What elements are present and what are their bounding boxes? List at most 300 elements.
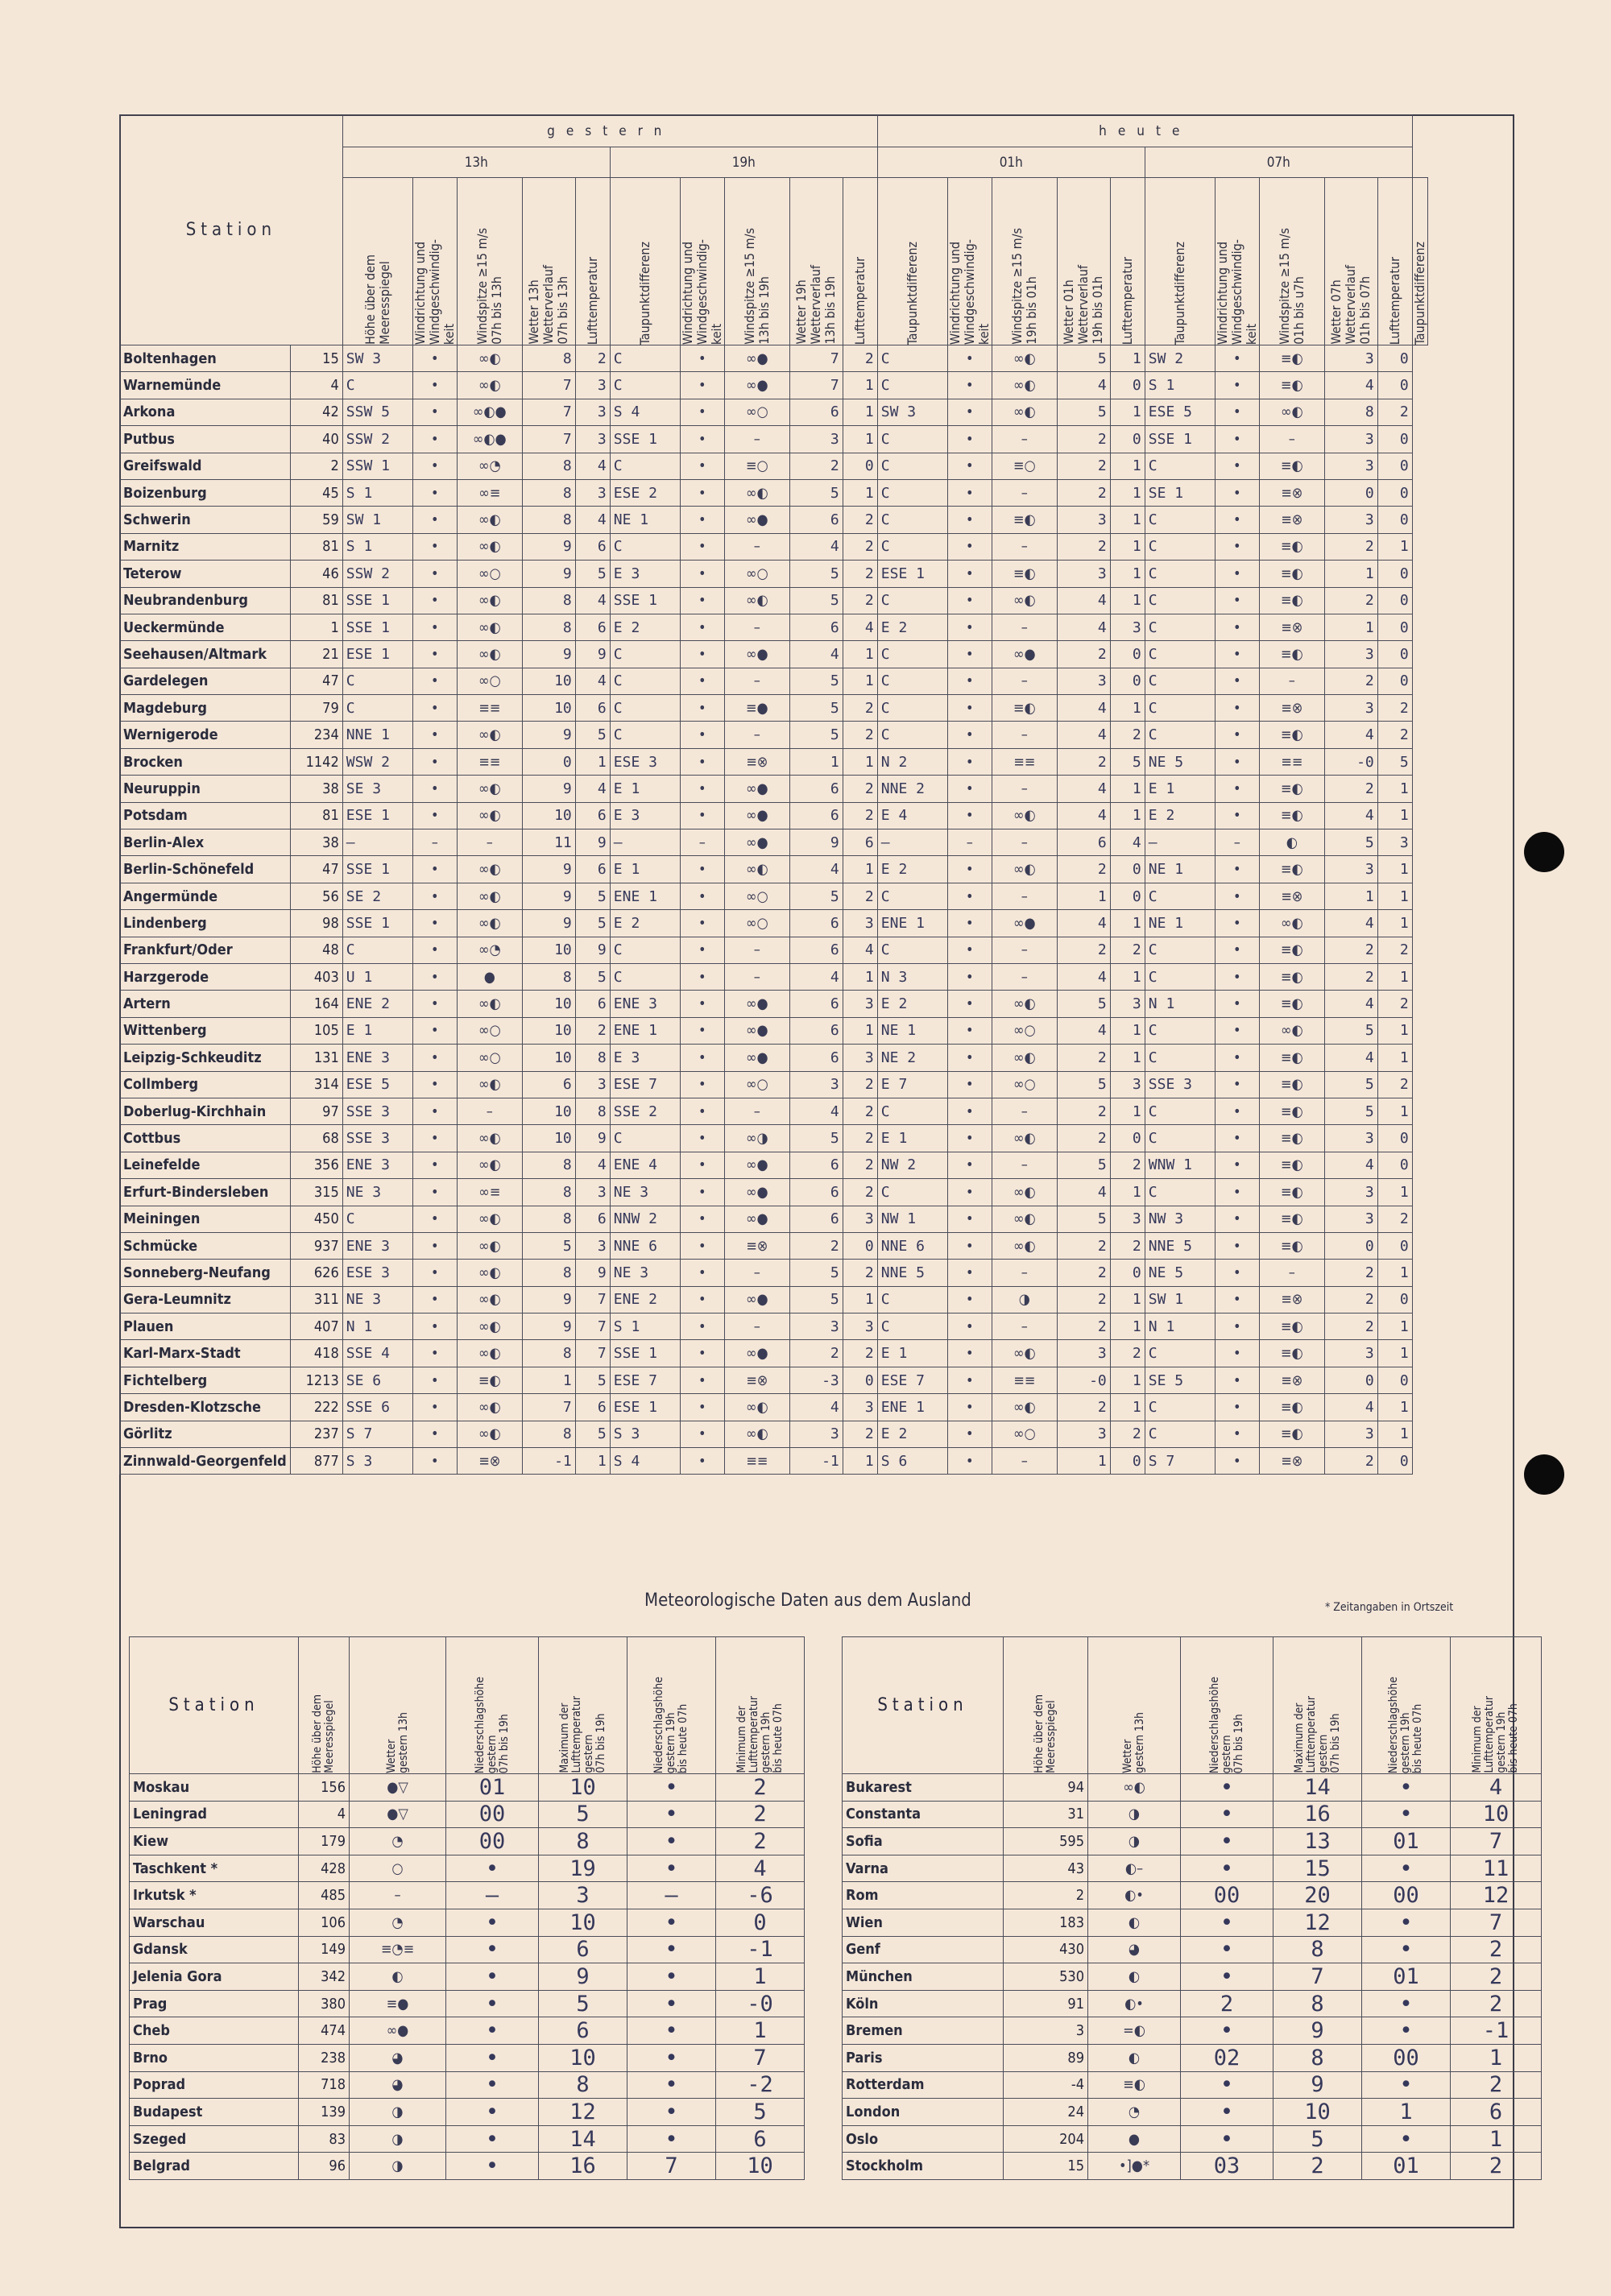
data-cell: • [947, 1394, 992, 1421]
station-name: Warnemünde [120, 372, 291, 399]
foreign-data-cell: • [627, 2099, 716, 2126]
foreign-header-max: Maximum der Lufttemperatur gestern 07h bis 19h [1273, 1637, 1362, 1774]
column-header-wetter07: Wetter 07h Wetterverlauf 01h bis 07h [1324, 178, 1377, 345]
data-cell: 2 [1057, 641, 1110, 668]
foreign-header-nied1: Niederschlagshöhe gestern 07h bis 19h [1181, 1637, 1273, 1774]
data-cell: 8 [522, 1152, 575, 1178]
foreign-data-cell: • [1181, 1936, 1273, 1963]
data-cell: NNE 5 [877, 1260, 947, 1286]
data-cell: C [1145, 1179, 1215, 1206]
data-cell: • [680, 910, 724, 937]
data-cell: NE 3 [610, 1179, 680, 1206]
data-cell: 4 [789, 1098, 843, 1124]
data-cell: • [1215, 1071, 1259, 1098]
data-cell: ≡⊗ [1259, 1367, 1324, 1393]
data-cell: C [877, 453, 947, 479]
data-cell: ∞● [724, 345, 789, 372]
foreign-header-wetter: Wetter gestern 13h [350, 1637, 446, 1774]
station-height: 97 [290, 1098, 342, 1124]
foreign-header-station: Station [130, 1637, 299, 1774]
data-cell: N 3 [877, 963, 947, 990]
data-cell: 0 [1110, 1125, 1145, 1152]
station-name: Lindenberg [120, 910, 291, 937]
foreign-station-name: Irkutsk * [130, 1882, 299, 1909]
data-cell: 3 [789, 1421, 843, 1447]
data-cell: • [1215, 1367, 1259, 1393]
data-cell: ∞◐ [1259, 1017, 1324, 1044]
data-cell: 2 [789, 1340, 843, 1367]
data-cell: 1 [843, 1017, 877, 1044]
data-cell: C [342, 937, 412, 963]
data-cell: 2 [1110, 1232, 1145, 1259]
foreign-data-cell: ◕ [350, 2044, 446, 2071]
data-cell: ≡◐ [992, 561, 1057, 587]
foreign-station-row [130, 1801, 805, 1828]
foreign-data-cell: 94 [1004, 1774, 1088, 1802]
station-height: 131 [290, 1045, 342, 1071]
data-cell: C [877, 372, 947, 399]
data-cell: ◑ [992, 1286, 1057, 1313]
foreign-station-row [130, 2125, 805, 2153]
foreign-data-cell: ◐– [1088, 1855, 1181, 1882]
data-cell: C [1145, 1125, 1215, 1152]
data-cell: 5 [789, 695, 843, 722]
data-cell: E 2 [1145, 802, 1215, 829]
data-cell: C [1145, 641, 1215, 668]
data-cell: • [412, 1340, 457, 1367]
data-cell: C [610, 1125, 680, 1152]
foreign-data-cell: • [1181, 2099, 1273, 2126]
data-cell: 1 [1377, 802, 1412, 829]
data-cell: ∞◑ [724, 1125, 789, 1152]
foreign-data-cell: • [1181, 1909, 1273, 1936]
data-cell: ≡⊗ [457, 1448, 522, 1475]
foreign-data-cell: • [1181, 2071, 1273, 2099]
data-cell: 5 [1057, 399, 1110, 425]
data-cell: ≡◐ [1259, 345, 1324, 372]
data-cell: 4 [575, 587, 610, 614]
data-cell: • [947, 507, 992, 533]
data-cell: • [680, 614, 724, 640]
data-cell: • [412, 1448, 457, 1475]
station-row [120, 883, 1428, 909]
data-cell: – [992, 1098, 1057, 1124]
foreign-data-cell: ● [1088, 2125, 1181, 2153]
foreign-header-height: Höhe über dem Meeresspiegel [299, 1637, 350, 1774]
data-cell: 9 [522, 722, 575, 748]
foreign-station-name: Stockholm [843, 2153, 1004, 2180]
data-cell: 2 [1377, 1071, 1412, 1098]
station-row [120, 1206, 1428, 1232]
data-cell: 1 [1110, 453, 1145, 479]
data-cell: 6 [575, 991, 610, 1017]
data-cell: 3 [1057, 507, 1110, 533]
data-cell: – [877, 829, 947, 856]
data-cell: 3 [1324, 856, 1377, 883]
data-cell: • [412, 776, 457, 802]
data-cell: C [610, 963, 680, 990]
data-cell: ∞◐ [457, 1232, 522, 1259]
foreign-data-cell: 12 [539, 2099, 627, 2126]
data-cell: 3 [1057, 1421, 1110, 1447]
data-cell: 0 [1110, 1448, 1145, 1475]
column-header-taupunkt: Taupunktdifferenz [877, 178, 947, 345]
data-cell: C [1145, 963, 1215, 990]
data-cell: C [610, 345, 680, 372]
data-cell: 2 [1110, 1340, 1145, 1367]
data-cell: 9 [522, 1286, 575, 1313]
data-cell: C [1145, 695, 1215, 722]
data-cell: • [680, 1367, 724, 1393]
data-cell: 3 [789, 1071, 843, 1098]
data-cell: 1 [1110, 587, 1145, 614]
foreign-station-row [130, 2071, 805, 2099]
data-cell: 1 [843, 856, 877, 883]
station-height: 105 [290, 1017, 342, 1044]
foreign-data-cell: -1 [716, 1936, 805, 1963]
data-cell: 5 [1324, 1098, 1377, 1124]
data-cell: ≡≡ [457, 695, 522, 722]
data-cell: SE 5 [1145, 1367, 1215, 1393]
data-cell: • [947, 533, 992, 560]
data-cell: – [992, 1260, 1057, 1286]
data-cell: ≡⊗ [724, 1232, 789, 1259]
data-cell: • [947, 426, 992, 453]
data-cell: ∞◐ [457, 1421, 522, 1447]
data-cell: ∞◐ [457, 1071, 522, 1098]
data-cell: SSE 1 [1145, 426, 1215, 453]
data-cell: ≡◐ [1259, 453, 1324, 479]
foreign-data-cell: 16 [539, 2153, 627, 2180]
foreign-data-cell: • [446, 2071, 539, 2099]
foreign-data-cell: 15 [1273, 1855, 1362, 1882]
data-cell: SSE 3 [342, 1098, 412, 1124]
data-cell: ≡⊗ [1259, 1448, 1324, 1475]
data-cell: NNE 6 [877, 1232, 947, 1259]
foreign-station-name: Budapest [130, 2099, 299, 2126]
foreign-data-cell: ◕ [1088, 1936, 1181, 1963]
station-name: Wittenberg [120, 1017, 291, 1044]
data-cell: ∞◐ [724, 1394, 789, 1421]
data-cell: 1 [843, 668, 877, 694]
data-cell: 2 [843, 1071, 877, 1098]
foreign-data-cell: 238 [299, 2044, 350, 2071]
data-cell: 2 [843, 1260, 877, 1286]
data-cell: • [947, 345, 992, 372]
foreign-data-cell: 179 [299, 1828, 350, 1855]
data-cell: 1 [1057, 883, 1110, 909]
data-cell: SSE 1 [610, 587, 680, 614]
data-cell: • [680, 748, 724, 775]
data-cell: ∞◐ [457, 1125, 522, 1152]
station-row [120, 1125, 1428, 1152]
data-cell: 1 [1377, 1260, 1412, 1286]
data-cell: 0 [1110, 426, 1145, 453]
data-cell: • [947, 991, 992, 1017]
data-cell: 9 [522, 561, 575, 587]
foreign-data-cell: • [627, 2125, 716, 2153]
column-header-spitze01: Windspitze ≥15 m/s 19h bis 01h [992, 178, 1057, 345]
data-cell: • [1215, 883, 1259, 909]
foreign-data-cell: 10 [539, 1909, 627, 1936]
header-07h: 07h [1145, 147, 1412, 178]
foreign-data-cell: 380 [299, 1990, 350, 2017]
foreign-data-cell: 2 [1181, 1990, 1273, 2017]
data-cell: 1 [1110, 695, 1145, 722]
data-cell: • [947, 668, 992, 694]
data-cell: 8 [522, 453, 575, 479]
foreign-station-row [843, 1828, 1542, 1855]
data-cell: SW 2 [1145, 345, 1215, 372]
data-cell: ∞◔ [457, 453, 522, 479]
data-cell: • [412, 426, 457, 453]
station-height: 45 [290, 479, 342, 506]
station-name: Ueckermünde [120, 614, 291, 640]
data-cell: • [1215, 1098, 1259, 1124]
foreign-data-cell: 183 [1004, 1909, 1088, 1936]
data-cell: ≡≡ [1259, 748, 1324, 775]
data-cell: 6 [789, 910, 843, 937]
data-cell: • [947, 479, 992, 506]
foreign-data-cell: 14 [1273, 1774, 1362, 1802]
data-cell: • [1215, 1260, 1259, 1286]
station-height: 2 [290, 453, 342, 479]
data-cell: ≡◐ [1259, 1340, 1324, 1367]
data-cell: – [412, 829, 457, 856]
foreign-data-cell: 1 [1362, 2099, 1451, 2126]
foreign-data-cell: 3 [1004, 2017, 1088, 2045]
data-cell: 1 [1377, 1340, 1412, 1367]
data-cell: ≡⊗ [1259, 614, 1324, 640]
data-cell: ESE 1 [877, 561, 947, 587]
data-cell: • [947, 1098, 992, 1124]
data-cell: • [680, 1313, 724, 1340]
foreign-data-cell: • [627, 1801, 716, 1828]
data-cell: • [1215, 1152, 1259, 1178]
data-cell: 1 [1324, 561, 1377, 587]
data-cell: 3 [575, 372, 610, 399]
data-cell: ∞◐ [724, 479, 789, 506]
data-cell: SSE 1 [342, 614, 412, 640]
data-cell: ENE 1 [877, 910, 947, 937]
station-height: 46 [290, 561, 342, 587]
data-cell: 10 [522, 1098, 575, 1124]
foreign-data-cell: 24 [1004, 2099, 1088, 2126]
data-cell: 7 [522, 426, 575, 453]
data-cell: C [877, 668, 947, 694]
data-cell: ≡○ [992, 453, 1057, 479]
data-cell: 4 [1324, 910, 1377, 937]
data-cell: 3 [1110, 1206, 1145, 1232]
data-cell: • [1215, 937, 1259, 963]
data-cell: SSW 2 [342, 561, 412, 587]
data-cell: 2 [843, 722, 877, 748]
data-cell: ∞◐ [457, 1340, 522, 1367]
foreign-data-cell: 4 [1451, 1774, 1542, 1802]
station-name: Potsdam [120, 802, 291, 829]
data-cell: C [877, 883, 947, 909]
foreign-station-row [843, 2099, 1542, 2126]
data-cell: NE 2 [877, 1045, 947, 1071]
data-cell: ∞◐ [457, 1260, 522, 1286]
data-cell: ENE 3 [342, 1232, 412, 1259]
foreign-data-cell: ◐ [1088, 2044, 1181, 2071]
data-cell: – [680, 829, 724, 856]
data-cell: 1 [575, 1448, 610, 1475]
column-header-luft: Lufttemperatur [575, 178, 610, 345]
column-header-taupunkt: Taupunktdifferenz [1145, 178, 1215, 345]
foreign-data-cell: ≡◐ [1088, 2071, 1181, 2099]
data-cell: S 3 [610, 1421, 680, 1447]
foreign-data-cell: 6 [539, 2017, 627, 2045]
data-cell: SSE 2 [610, 1098, 680, 1124]
data-cell: C [610, 453, 680, 479]
data-cell: 8 [522, 507, 575, 533]
data-cell: 4 [1110, 829, 1145, 856]
foreign-data-cell: -6 [716, 1882, 805, 1909]
foreign-station-name: Paris [843, 2044, 1004, 2071]
foreign-data-cell: =◐ [1088, 2017, 1181, 2045]
station-row [120, 1232, 1428, 1259]
data-cell: ∞◐ [457, 802, 522, 829]
data-cell: 8 [522, 1340, 575, 1367]
foreign-data-cell: -1 [1451, 2017, 1542, 2045]
foreign-data-cell: ◐• [1088, 1990, 1181, 2017]
data-cell: • [1215, 372, 1259, 399]
station-row [120, 802, 1428, 829]
data-cell: C [877, 533, 947, 560]
data-cell: • [680, 561, 724, 587]
foreign-station-row [843, 1801, 1542, 1828]
foreign-data-cell: ◑ [350, 2099, 446, 2126]
foreign-station-name: Constanta [843, 1801, 1004, 1828]
data-cell: • [680, 695, 724, 722]
data-cell: 4 [789, 856, 843, 883]
foreign-header-min: Minimum der Lufttemperatur gestern 19h bis heute 07h [716, 1637, 805, 1774]
station-name: Boizenburg [120, 479, 291, 506]
foreign-data-cell: ○ [350, 1855, 446, 1882]
data-cell: C [610, 722, 680, 748]
data-cell: ∞◐ [992, 1125, 1057, 1152]
punch-hole-bottom [1524, 1454, 1564, 1495]
foreign-data-cell: • [627, 1936, 716, 1963]
station-row [120, 722, 1428, 748]
data-cell: 2 [789, 453, 843, 479]
data-cell: 1 [843, 748, 877, 775]
data-cell: 8 [522, 1260, 575, 1286]
data-cell: • [680, 856, 724, 883]
foreign-station-row [130, 1828, 805, 1855]
data-cell: • [412, 453, 457, 479]
station-header: Station [120, 115, 343, 345]
heute-header: heute [877, 115, 1412, 147]
foreign-data-cell: ◑ [1088, 1801, 1181, 1828]
foreign-data-cell: • [1181, 1828, 1273, 1855]
data-cell: • [680, 372, 724, 399]
data-cell: • [680, 1152, 724, 1178]
data-cell: 2 [575, 1017, 610, 1044]
data-cell: 4 [1324, 802, 1377, 829]
data-cell: – [724, 533, 789, 560]
foreign-data-cell: 01 [446, 1774, 539, 1802]
data-cell: ∞◐ [992, 1232, 1057, 1259]
foreign-data-cell: ◐ [1088, 1909, 1181, 1936]
data-cell: C [1145, 1098, 1215, 1124]
data-cell: 4 [1324, 1394, 1377, 1421]
data-cell: S 1 [1145, 372, 1215, 399]
data-cell: C [1145, 1340, 1215, 1367]
data-cell: ≡◐ [1259, 937, 1324, 963]
data-cell: ∞◐ [457, 991, 522, 1017]
data-cell: -0 [1324, 748, 1377, 775]
data-cell: 4 [1324, 991, 1377, 1017]
station-row [120, 1152, 1428, 1178]
data-cell: ∞● [724, 507, 789, 533]
data-cell: ∞● [724, 372, 789, 399]
data-cell: 4 [789, 963, 843, 990]
foreign-data-cell: ◐• [1088, 1882, 1181, 1909]
data-cell: NW 1 [877, 1206, 947, 1232]
column-header-wetter13: Wetter 13h Wetterverlauf 07h bis 13h [522, 178, 575, 345]
data-cell: 1 [1110, 1286, 1145, 1313]
foreign-station-row [843, 1855, 1542, 1882]
foreign-data-cell: ●▽ [350, 1801, 446, 1828]
data-cell: 5 [789, 1286, 843, 1313]
foreign-data-cell: 8 [539, 1828, 627, 1855]
data-cell: ≡◐ [1259, 1071, 1324, 1098]
data-cell: • [1215, 345, 1259, 372]
data-cell: • [412, 345, 457, 372]
data-cell: • [680, 883, 724, 909]
data-cell: – [992, 722, 1057, 748]
foreign-data-cell: 2 [1004, 1882, 1088, 1909]
data-cell: 4 [789, 641, 843, 668]
data-cell: 0 [1377, 1152, 1412, 1178]
data-cell: 2 [1057, 453, 1110, 479]
data-cell: • [947, 641, 992, 668]
foreign-data-cell: ●▽ [350, 1774, 446, 1802]
data-cell: 2 [1057, 1286, 1110, 1313]
data-cell: ∞◐ [457, 1313, 522, 1340]
data-cell: 0 [1377, 641, 1412, 668]
data-cell: 3 [1324, 1179, 1377, 1206]
data-cell: 4 [1057, 587, 1110, 614]
data-cell: E 7 [877, 1071, 947, 1098]
data-cell: 10 [522, 1045, 575, 1071]
data-cell: ESE 3 [342, 1260, 412, 1286]
station-height: 314 [290, 1071, 342, 1098]
foreign-data-cell: • [627, 1855, 716, 1882]
foreign-data-cell: ◑ [350, 2153, 446, 2180]
foreign-data-cell: 6 [539, 1936, 627, 1963]
data-cell: ≡◐ [1259, 1098, 1324, 1124]
data-cell: C [877, 1313, 947, 1340]
data-cell: 1 [1110, 802, 1145, 829]
data-cell: 3 [1324, 1421, 1377, 1447]
data-cell: • [412, 695, 457, 722]
foreign-data-cell: • [627, 2044, 716, 2071]
data-cell: • [412, 910, 457, 937]
data-cell: • [947, 722, 992, 748]
data-cell: WNW 1 [1145, 1152, 1215, 1178]
foreign-data-cell: • [1362, 1774, 1451, 1802]
data-cell: 1 [522, 1367, 575, 1393]
data-cell: 2 [1057, 1260, 1110, 1286]
column-header-luft: Lufttemperatur [1377, 178, 1412, 345]
column-header-luft: Lufttemperatur [1110, 178, 1145, 345]
station-name: Frankfurt/Oder [120, 937, 291, 963]
data-cell: 2 [1377, 695, 1412, 722]
